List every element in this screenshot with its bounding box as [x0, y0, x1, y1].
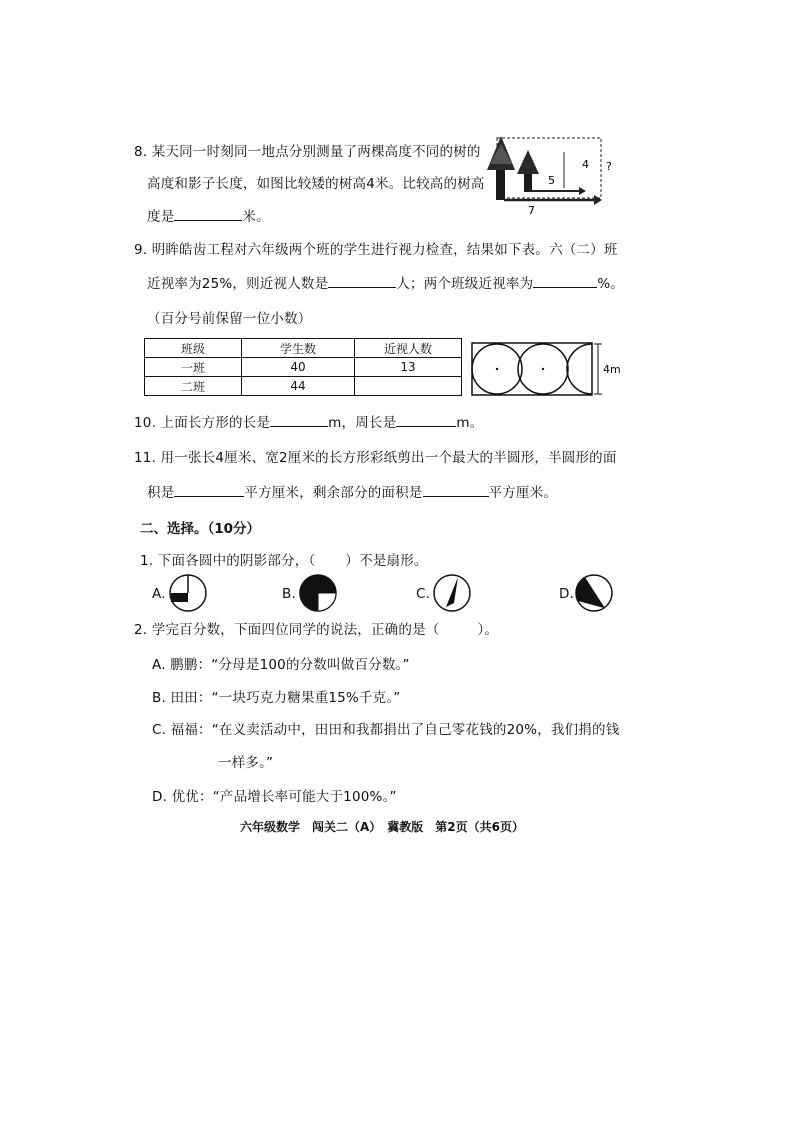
q11-line2 — [147, 482, 557, 503]
vision-check-table — [144, 338, 462, 396]
option-a-label[interactable]: A. — [152, 586, 166, 602]
c2-stem-b: ）。 — [477, 622, 499, 638]
tall-tree-crown-inner — [490, 144, 512, 164]
center-dot-2 — [542, 368, 544, 370]
cell-myopia[interactable] — [355, 377, 462, 396]
c1-stem-b: ）不是扇形。 — [345, 553, 428, 569]
header-students: 学生数 — [242, 339, 355, 358]
c2-stem-a: 2. 学完百分数，下面四位同学的说法，正确的是（ — [134, 622, 440, 638]
q8-line1: 8. 某天同一时刻同一地点分别测量了两棵高度不同的树的 — [134, 144, 481, 160]
q11-line1: 11. 用一张长4厘米、宽2厘米的长方形彩纸剪出一个最大的半圆形，半圆形的面 — [134, 450, 617, 466]
option-a-circle[interactable] — [168, 573, 210, 615]
section-2-title: 二、选择。（10分） — [140, 521, 261, 537]
q11-blank-semicircle[interactable] — [174, 482, 244, 497]
q9-line2-part-b: 人；两个班级近视率为 — [396, 276, 534, 292]
tree-shadow-figure — [484, 134, 614, 214]
q9-line1: 9. 明眸皓齿工程对六年级两个班的学生进行视力检查，结果如下表。六（二）班 — [134, 242, 618, 258]
table-row — [145, 358, 462, 377]
option-b-circle[interactable] — [298, 573, 340, 615]
q10-part-b: m，周长是 — [328, 415, 397, 431]
cell-class: 二班 — [145, 377, 242, 396]
shaded-region — [171, 593, 188, 602]
q10-part-c: m。 — [456, 415, 484, 431]
table-row — [145, 377, 462, 396]
option-d-label[interactable]: D. — [559, 586, 575, 602]
option-b-label[interactable]: B. — [282, 586, 296, 602]
c1-stem — [140, 551, 428, 571]
q10-blank-length[interactable] — [270, 412, 328, 427]
q10-blank-perimeter[interactable] — [396, 412, 456, 427]
option-c-label[interactable]: C. — [416, 586, 431, 602]
cell-myopia: 13 — [355, 358, 462, 377]
q8-answer-blank[interactable] — [174, 206, 242, 221]
q9-line2-part-c: %。 — [597, 276, 625, 292]
unshaded-quarter — [318, 593, 336, 611]
table-header-row — [145, 339, 462, 358]
q11-line2-part-c: 平方厘米。 — [488, 485, 558, 501]
c2-option-b[interactable]: B. 田田：“一块巧克力糖果重15%千克。” — [152, 690, 401, 706]
label-4: 4 — [582, 158, 589, 171]
q11-blank-remaining[interactable] — [423, 482, 489, 497]
tall-tree-trunk — [496, 170, 505, 200]
shaded-sliver — [446, 577, 458, 607]
q10-line — [134, 412, 483, 433]
label-question: ? — [606, 160, 612, 173]
q11-line2-part-a: 积是 — [147, 485, 175, 501]
c2-option-d[interactable]: D. 优优：“产品增长率可能大于100%。” — [152, 789, 397, 805]
q11-line2-part-b: 平方厘米，剩余部分的面积是 — [244, 485, 423, 501]
q8-line3 — [147, 206, 270, 227]
q9-note: （百分号前保留一位小数） — [147, 311, 312, 327]
q9-line2-part-a: 近视率为25%，则近视人数是 — [147, 276, 329, 292]
cell-students: 44 — [242, 377, 355, 396]
half-circle — [567, 344, 592, 394]
option-d-circle[interactable] — [574, 573, 616, 615]
q8-line3-suffix: 米。 — [242, 209, 270, 225]
label-5: 5 — [548, 174, 555, 187]
q8-line2: 高度和影子长度，如图比较矮的树高4米。比较高的树高 — [147, 176, 485, 192]
q8-line3-prefix: 度是 — [147, 209, 175, 225]
c2-stem — [134, 620, 498, 640]
header-class: 班级 — [145, 339, 242, 358]
option-c-circle[interactable] — [432, 573, 474, 615]
header-myopia: 近视人数 — [355, 339, 462, 358]
label-7: 7 — [528, 204, 535, 214]
c2-option-a[interactable]: A. 鹏鹏：“分母是100的分数叫做百分数。” — [152, 657, 410, 673]
c2-option-c-line2[interactable]: 一样多。” — [218, 755, 274, 771]
q9-blank-rate[interactable] — [533, 273, 597, 288]
c2-option-c-line1[interactable]: C. 福福：“在义卖活动中，田田和我都捐出了自己零花钱的20%，我们捐的钱 — [152, 722, 620, 738]
short-tree-crown — [517, 150, 539, 174]
page-footer: 六年级数学 闯关二（A） 冀教版 第2页（共6页） — [240, 820, 524, 834]
q10-part-a: 10. 上面长方形的长是 — [134, 415, 271, 431]
rectangle-circles-figure — [470, 340, 626, 400]
label-4m: 4m — [603, 363, 621, 376]
q9-blank-count[interactable] — [328, 273, 396, 288]
cell-class: 一班 — [145, 358, 242, 377]
short-tree-trunk — [524, 174, 532, 192]
c1-stem-a: 1. 下面各圆中的阴影部分，（ — [140, 553, 316, 569]
q9-line2 — [147, 273, 624, 294]
cell-students: 40 — [242, 358, 355, 377]
center-dot-1 — [496, 368, 498, 370]
short-shadow-arrowhead — [579, 187, 586, 195]
